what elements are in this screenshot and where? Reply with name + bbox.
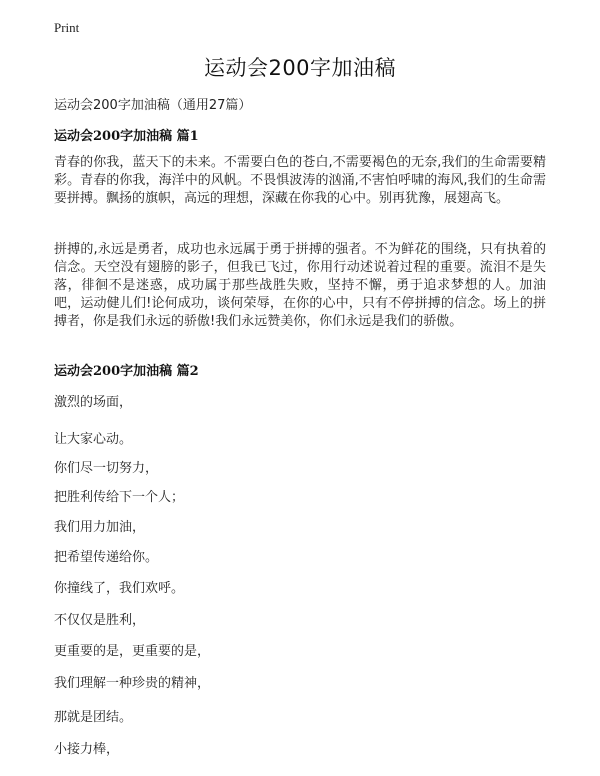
print-label[interactable]: Print	[54, 20, 80, 35]
poem-line: 把胜利传给下一个人；	[54, 490, 185, 505]
poem-line: 激烈的场面，	[54, 395, 133, 410]
poem-line: 让大家心动。	[54, 432, 133, 447]
poem-line: 不仅仅是胜利，	[54, 613, 146, 628]
poem-line: 小接力棒，	[54, 742, 120, 757]
poem-line: 那就是团结。	[54, 710, 133, 725]
poem-line: 你们尽一切努力，	[54, 461, 159, 476]
document-subtitle: 运动会200字加油稿（通用27篇）	[54, 98, 252, 113]
poem-line: 我们理解一种珍贵的精神，	[54, 676, 211, 691]
poem-line: 你撞线了，我们欢呼。	[54, 581, 185, 596]
section-heading-2: 运动会200字加油稿 篇2	[54, 364, 199, 379]
section-heading-1: 运动会200字加油稿 篇1	[54, 129, 199, 144]
paragraph: 青春的你我，蓝天下的未来。不需要白色的苍白,不需要褐色的无奈,我们的生命需要精彩。青春的你我，海洋中的风帆。不畏惧波涛的汹涌,不害怕呼啸的海风,我们的生命需要拼搏。飘扬的旗帜，高远的理想，深藏在你我的心中。别再犹豫，展翅高飞。	[54, 155, 546, 206]
paragraph: 拼搏的,永远是勇者，成功也永远属于勇于拼搏的强者。不为鲜花的围绕，只有执着的信念。天空没有翅膀的影子，但我已飞过，你用行动述说着过程的重要。流泪不是失落，徘徊不是迷惑，成功属于那些战胜失败，坚持不懈，勇于追求梦想的人。加油吧，运动健儿们!论何成功，谈何荣辱，在你的心中，只有不停拼搏的信念。场上的拼搏者，你是我们永远的骄傲!我们永远赞美你，你们永远是我们的骄傲。	[54, 242, 546, 329]
page-title: 运动会200字加油稿	[203, 56, 397, 80]
poem-line: 更重要的是，更重要的是，	[54, 644, 211, 659]
poem-line: 我们用力加油，	[54, 520, 146, 535]
poem-line: 把希望传递给你。	[54, 550, 159, 565]
